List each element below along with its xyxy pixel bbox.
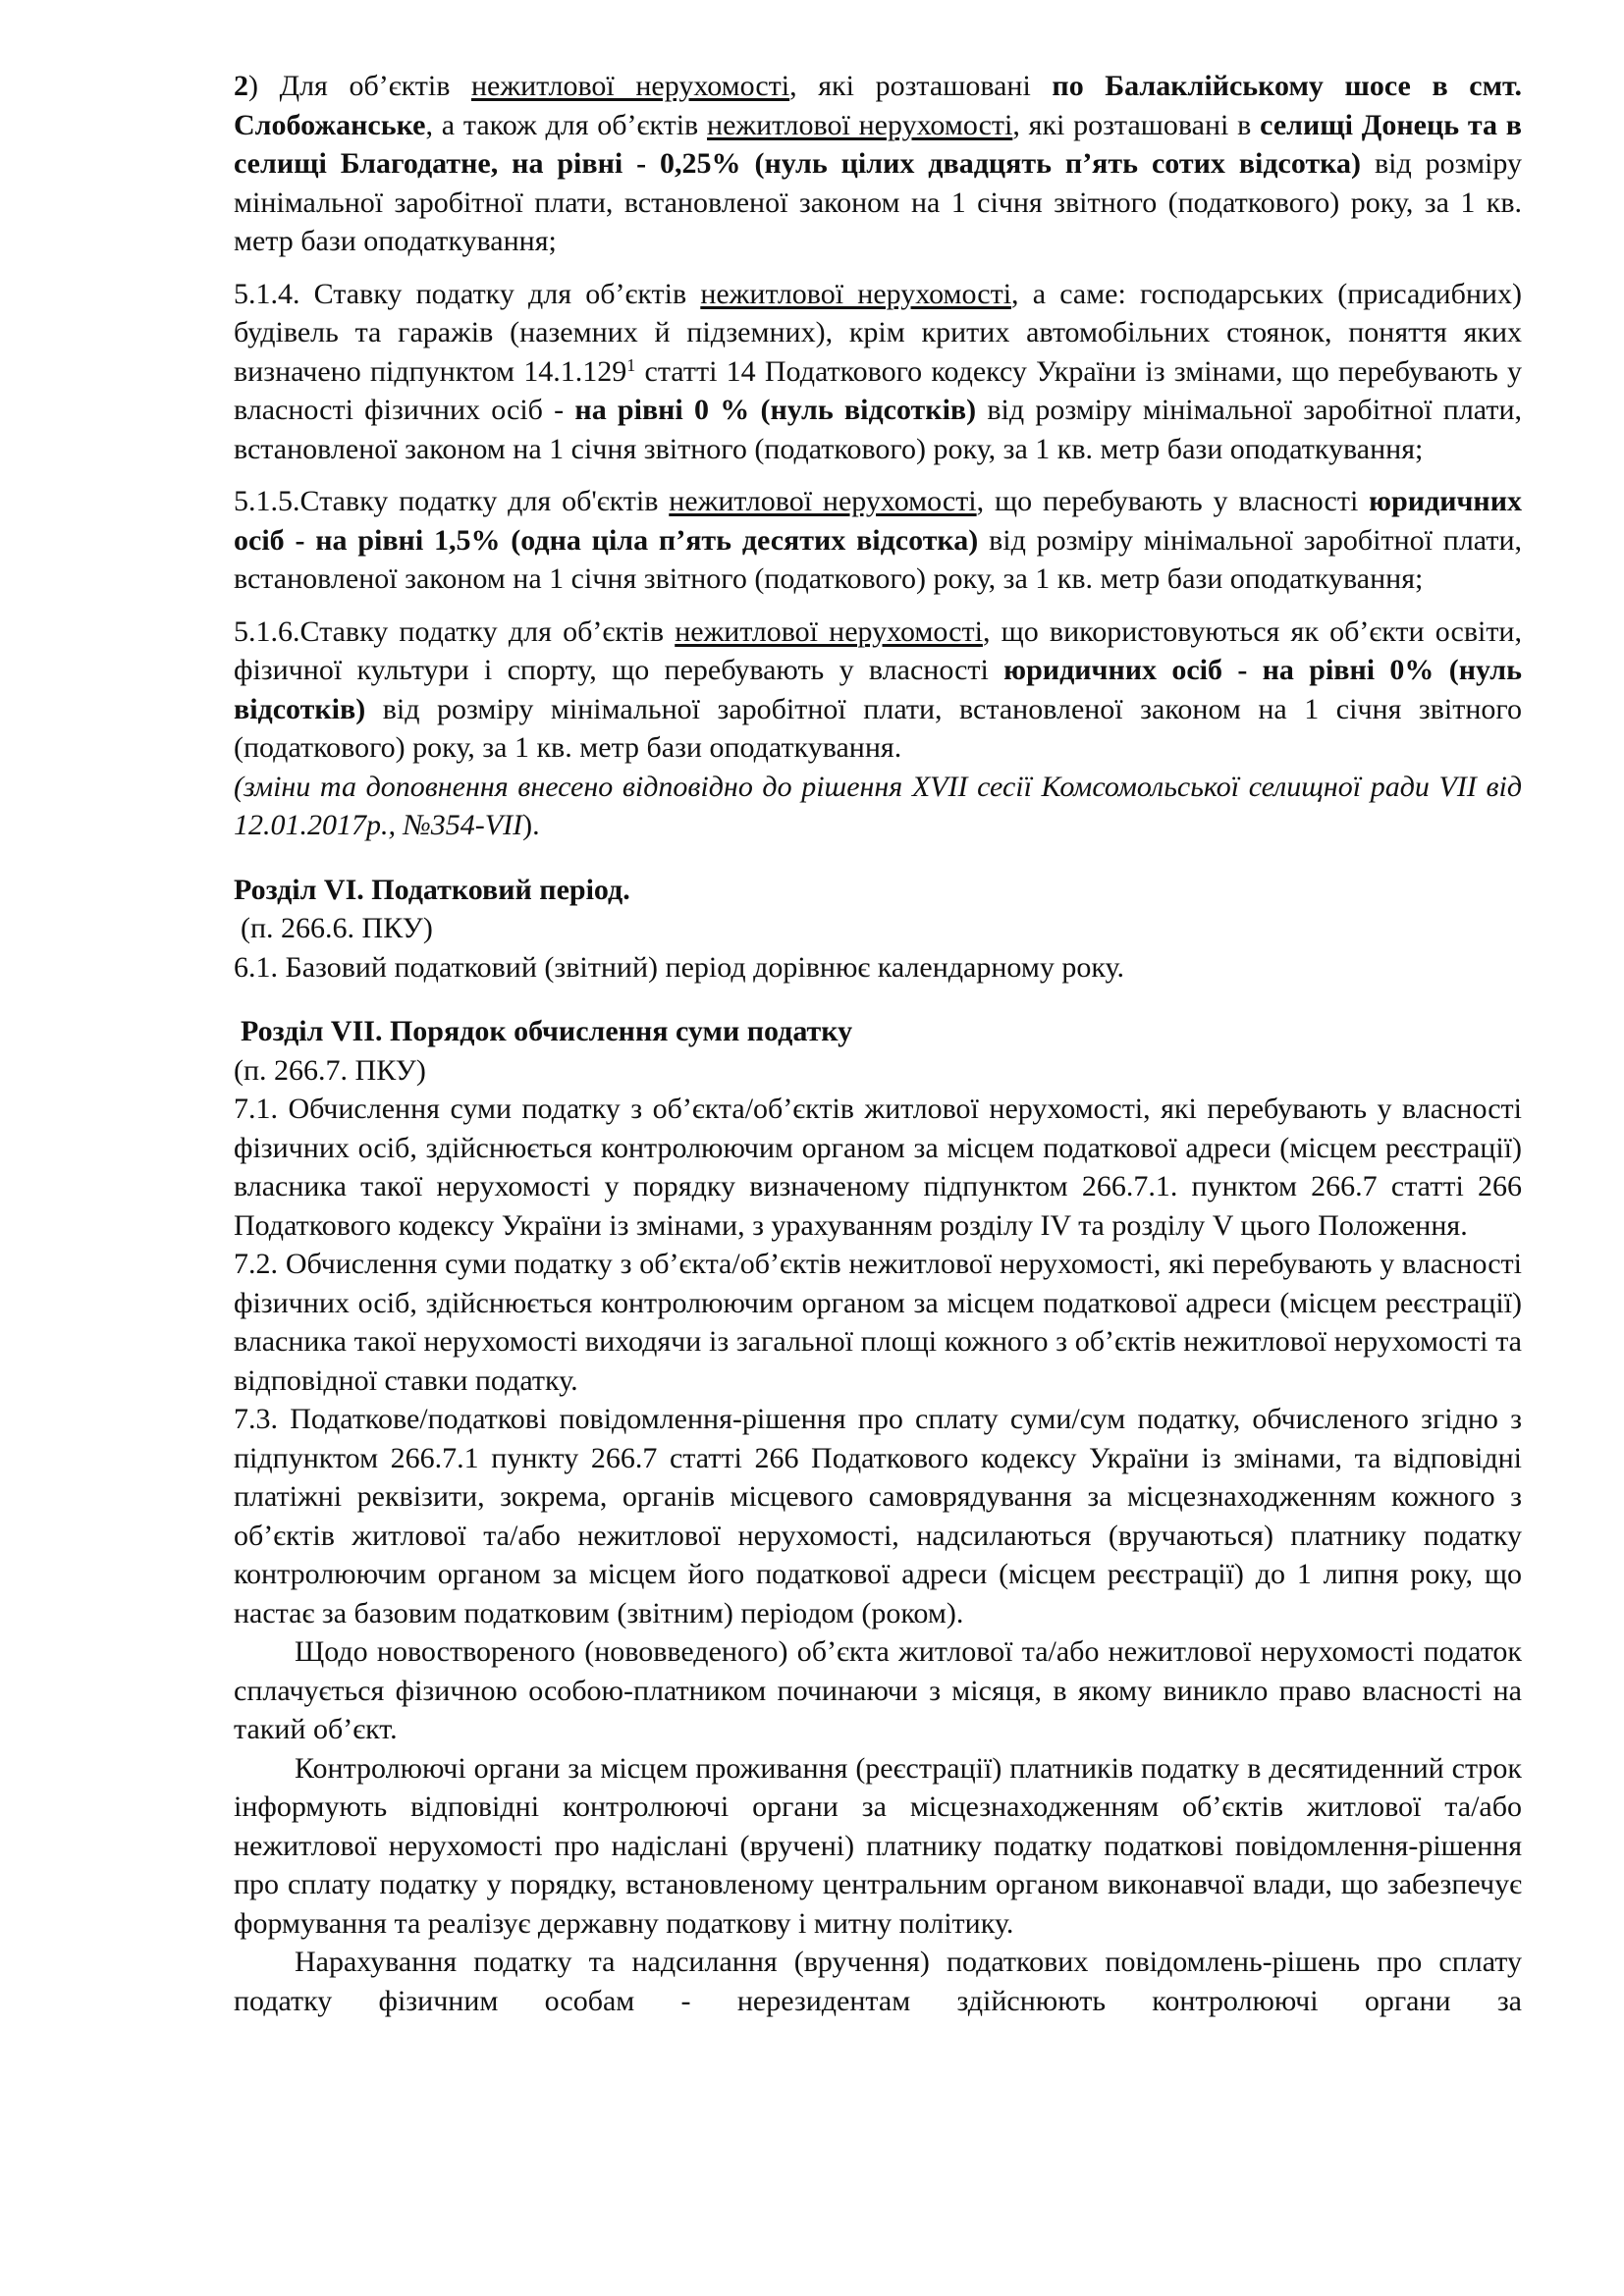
bold-rate: юридичних осіб - на рівні 0% (нуль відсотків) (234, 654, 1522, 725)
item-number: 2 (234, 70, 248, 102)
paragraph-control-bodies: Контролюючі органи за місцем проживання (реєстрації) платників податку в десятиденний строк інформують відповідні контролюючі органи за місцезнаходженням об’єктів житлової та/або нежитлової нерухомості про надіслані (вручені) платнику податку податкові повідомлення-рішення про сплату податку у порядку, встановленому центральним органом виконавчої влади, що забезпечує формування та реалізує державну податкову і митну політику. (234, 1751, 1522, 1940)
text: ). (522, 809, 540, 841)
section-7-reference: (п. 266.7. ПКУ) (234, 1053, 426, 1087)
text: від розміру мінімальної заробітної плати, встановленої законом на 1 січня звітного (податкового) року, за 1 кв. метр бази оподаткування. (234, 692, 1522, 764)
text: 5.1.4. Ставку податку для об’єктів (234, 277, 701, 310)
bold-location: по Балаклійському шосе в смт. Слобожанське (234, 70, 1522, 141)
paragraph-5-1-5 (234, 482, 1522, 599)
underlined-term: нежитлової нерухомості (707, 108, 1013, 141)
text: від розміру мінімальної заробітної плати, встановленої законом на 1 січня звітного (податкового) року, за 1 кв. метр бази оподаткування; (234, 523, 1523, 595)
section-6-heading: Розділ VI. Податковий період. (234, 873, 630, 906)
text: , а також для об’єктів (425, 108, 708, 141)
text: статті 14 Податкового кодексу України із змінами, що перебувають у власності фізичних осіб - (234, 354, 1522, 426)
text: , що використовуються як об’єкти освіти, фізичної культури і спорту, що перебувають у власності (234, 614, 1522, 686)
amendment-note (234, 768, 1522, 845)
text: , що перебувають у власності (976, 485, 1370, 517)
paragraph-5-1-3-item-2 (234, 67, 1522, 261)
text: , а саме: господарських (присадибних) будівель та гаражів (наземних й підземних), крім критих автомобільних стоянок, поняття яких визначено підпунктом 14.1.129 (234, 277, 1522, 388)
bold-rate: на рівні 0 % (нуль відсотків) (574, 394, 977, 426)
underlined-term: нежитлової нерухомості (669, 485, 977, 517)
text: ) Для об’єктів (248, 70, 471, 102)
paragraph-5-1-4 (234, 275, 1522, 469)
section-7-heading: Розділ VII. Порядок обчислення суми податку (241, 1015, 853, 1047)
bold-rate: селищі Донець та в селищі Благодатне, на рівні - 0,25% (нуль цілих двадцять п’ять сотих відсотка) (234, 108, 1522, 180)
paragraph-7-1: 7.1. Обчислення суми податку з об’єкта/об’єктів житлової нерухомості, які перебувають у власності фізичних осіб, здійснюється контролюючим органом за місцем податкової адреси (місцем реєстрації) власника такої нерухомості у порядку визначеному підпунктом 266.7.1. пунктом 266.7 статті 266 Податкового кодексу України із змінами, з урахуванням розділу IV та розділу V цього Положення. (234, 1093, 1522, 1242)
text: від розміру мінімальної заробітної плати, встановленої законом на 1 січня звітного (податкового) року, за 1 кв. метр бази оподаткування; (234, 394, 1522, 465)
underlined-term: нежитлової нерухомості (470, 70, 790, 102)
paragraph-nonresidents: Нарахування податку та надсилання (вручення) податкових повідомлень-рішень про сплату податку фізичним особам - нерезидентам здійснюють контролюючі органи за (234, 1946, 1522, 2017)
section-6-reference: (п. 266.6. ПКУ) (241, 912, 433, 944)
italic-note: (зміни та доповнення внесено відповідно до рішення XVII сесії Комсомольської селищної ради VII від 12.01.2017р., №354-VII (234, 770, 1522, 841)
text: , які розташовані в (1012, 108, 1261, 141)
paragraph-new-object: Щодо новоствореного (нововведеного) об’єкта житлової та/або нежитлової нерухомості податок сплачується фізичною особою-платником починаючи з місяця, в якому виникло право власності на такий об’єкт. (234, 1635, 1522, 1745)
paragraph-6-1: 6.1. Базовий податковий (звітний) період дорівнює календарному року. (234, 950, 1124, 984)
paragraph-7-2: 7.2. Обчислення суми податку з об’єкта/об’єктів нежитлової нерухомості, які перебувають у власності фізичних осіб, здійснюється контролюючим органом за місцем податкової адреси (місцем реєстрації) власника такої нерухомості виходячи із загальної площі кожного з об’єктів нежитлової нерухомості та відповідної ставки податку. (234, 1248, 1522, 1397)
paragraph-5-1-6 (234, 613, 1522, 768)
text: від розміру мінімальної заробітної плати, встановленої законом на 1 січня звітного (податкового) року, за 1 кв. метр бази оподаткування; (234, 147, 1522, 257)
text: , які розташовані (789, 70, 1053, 102)
paragraph-7-3: 7.3. Податкове/податкові повідомлення-рішення про сплату суми/сум податку, обчисленого згідно з підпунктом 266.7.1 пункту 266.7 статті 266 Податкового кодексу України із змінами, та відповідні платіжні реквізити, зокрема, органів місцевого самоврядування за місцезнаходженням кожного з об’єктів житлової та/або нежитлової нерухомості, надсилаються (вручаються) платнику податку контролюючим органом за місцем його податкової адреси (місцем реєстрації) до 1 липня року, що настає за базовим податковим (звітним) періодом (роком). (234, 1403, 1522, 1629)
underlined-term: нежитлової нерухомості (675, 614, 983, 648)
superscript: 1 (626, 354, 636, 375)
document-page (234, 67, 1522, 2020)
bold-rate: юридичних осіб - на рівні 1,5% (одна ціла п’ять десятих відсотка) (234, 485, 1522, 557)
underlined-term: нежитлової нерухомості (700, 277, 1012, 310)
text: 5.1.6.Ставку податку для об’єктів (234, 614, 676, 648)
text: 5.1.5.Ставку податку для об'єктів (234, 485, 670, 517)
